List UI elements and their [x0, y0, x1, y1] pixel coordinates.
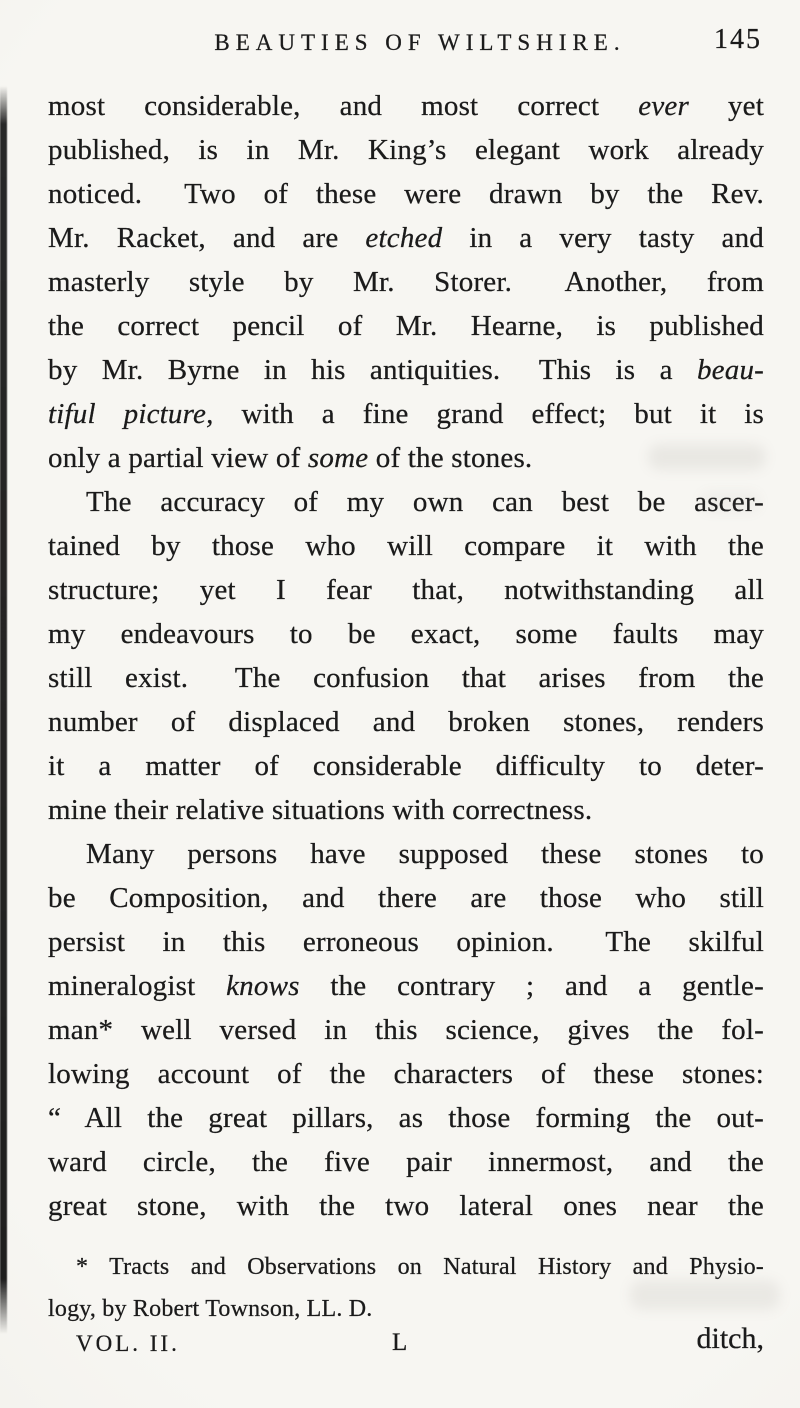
- text-line: number of displaced and broken stones, renders: [48, 706, 764, 738]
- text-line: be Composition, and there are those who still: [48, 882, 764, 914]
- scan-edge-shadow: [0, 86, 7, 1334]
- text-line: the correct pencil of Mr. Hearne, is published: [48, 310, 764, 342]
- text-line: tained by those who will compare it with the: [48, 530, 764, 562]
- running-header: [48, 24, 764, 64]
- text-line: lowing account of the characters of these stones:: [48, 1058, 764, 1090]
- text-line: Mr. Racket, and are etched in a very tasty and: [48, 222, 764, 254]
- text-line: still exist. The confusion that arises from the: [48, 662, 764, 694]
- text-line: published, is in Mr. King’s elegant work already: [48, 134, 764, 166]
- text-line: man* well versed in this science, gives the fol-: [48, 1014, 764, 1046]
- text-line: my endeavours to be exact, some faults may: [48, 618, 764, 650]
- footnote-line: logy, by Robert Townson, LL. D.: [48, 1296, 373, 1322]
- page-title: BEAUTIES OF WILTSHIRE.: [214, 30, 626, 55]
- text-line: mine their relative situations with correctness.: [48, 794, 593, 826]
- text-line: The accuracy of my own can best be ascer-: [86, 486, 764, 518]
- text-line: by Mr. Byrne in his antiquities. This is a beau-: [48, 354, 764, 386]
- bleed-through-smudge: [700, 492, 760, 512]
- text-line: tiful picture, with a fine grand effect; but it is: [48, 398, 764, 430]
- text-line: only a partial view of some of the stones.: [48, 442, 533, 474]
- catchword: ditch,: [696, 1322, 764, 1355]
- text-line: “ All the great pillars, as those forming the out-: [48, 1102, 764, 1134]
- page-footer: [48, 1322, 764, 1368]
- text-line: mineralogist knows the contrary ; and a gentle-: [48, 970, 764, 1002]
- text-line: masterly style by Mr. Storer. Another, from: [48, 266, 764, 298]
- footnote-line: * Tracts and Observations on Natural History and Physio-: [76, 1254, 764, 1280]
- volume-label: VOL. II.: [76, 1331, 180, 1356]
- text-line: noticed. Two of these were drawn by the Rev.: [48, 178, 764, 210]
- text-line: persist in this erroneous opinion. The skilful: [48, 926, 764, 958]
- text-line: most considerable, and most correct ever yet: [48, 90, 764, 122]
- text-line: structure; yet I fear that, notwithstanding all: [48, 574, 764, 606]
- text-line: great stone, with the two lateral ones near the: [48, 1190, 764, 1222]
- text-line: Many persons have supposed these stones to: [86, 838, 764, 870]
- text-line: ward circle, the five pair innermost, and the: [48, 1146, 764, 1178]
- text-line: it a matter of considerable difficulty to deter-: [48, 750, 764, 782]
- bleed-through-smudge: [648, 444, 766, 470]
- signature-mark: L: [392, 1329, 408, 1356]
- bleed-through-smudge: [630, 1280, 780, 1310]
- body-text: [48, 84, 764, 1228]
- page-number: 145: [714, 24, 762, 55]
